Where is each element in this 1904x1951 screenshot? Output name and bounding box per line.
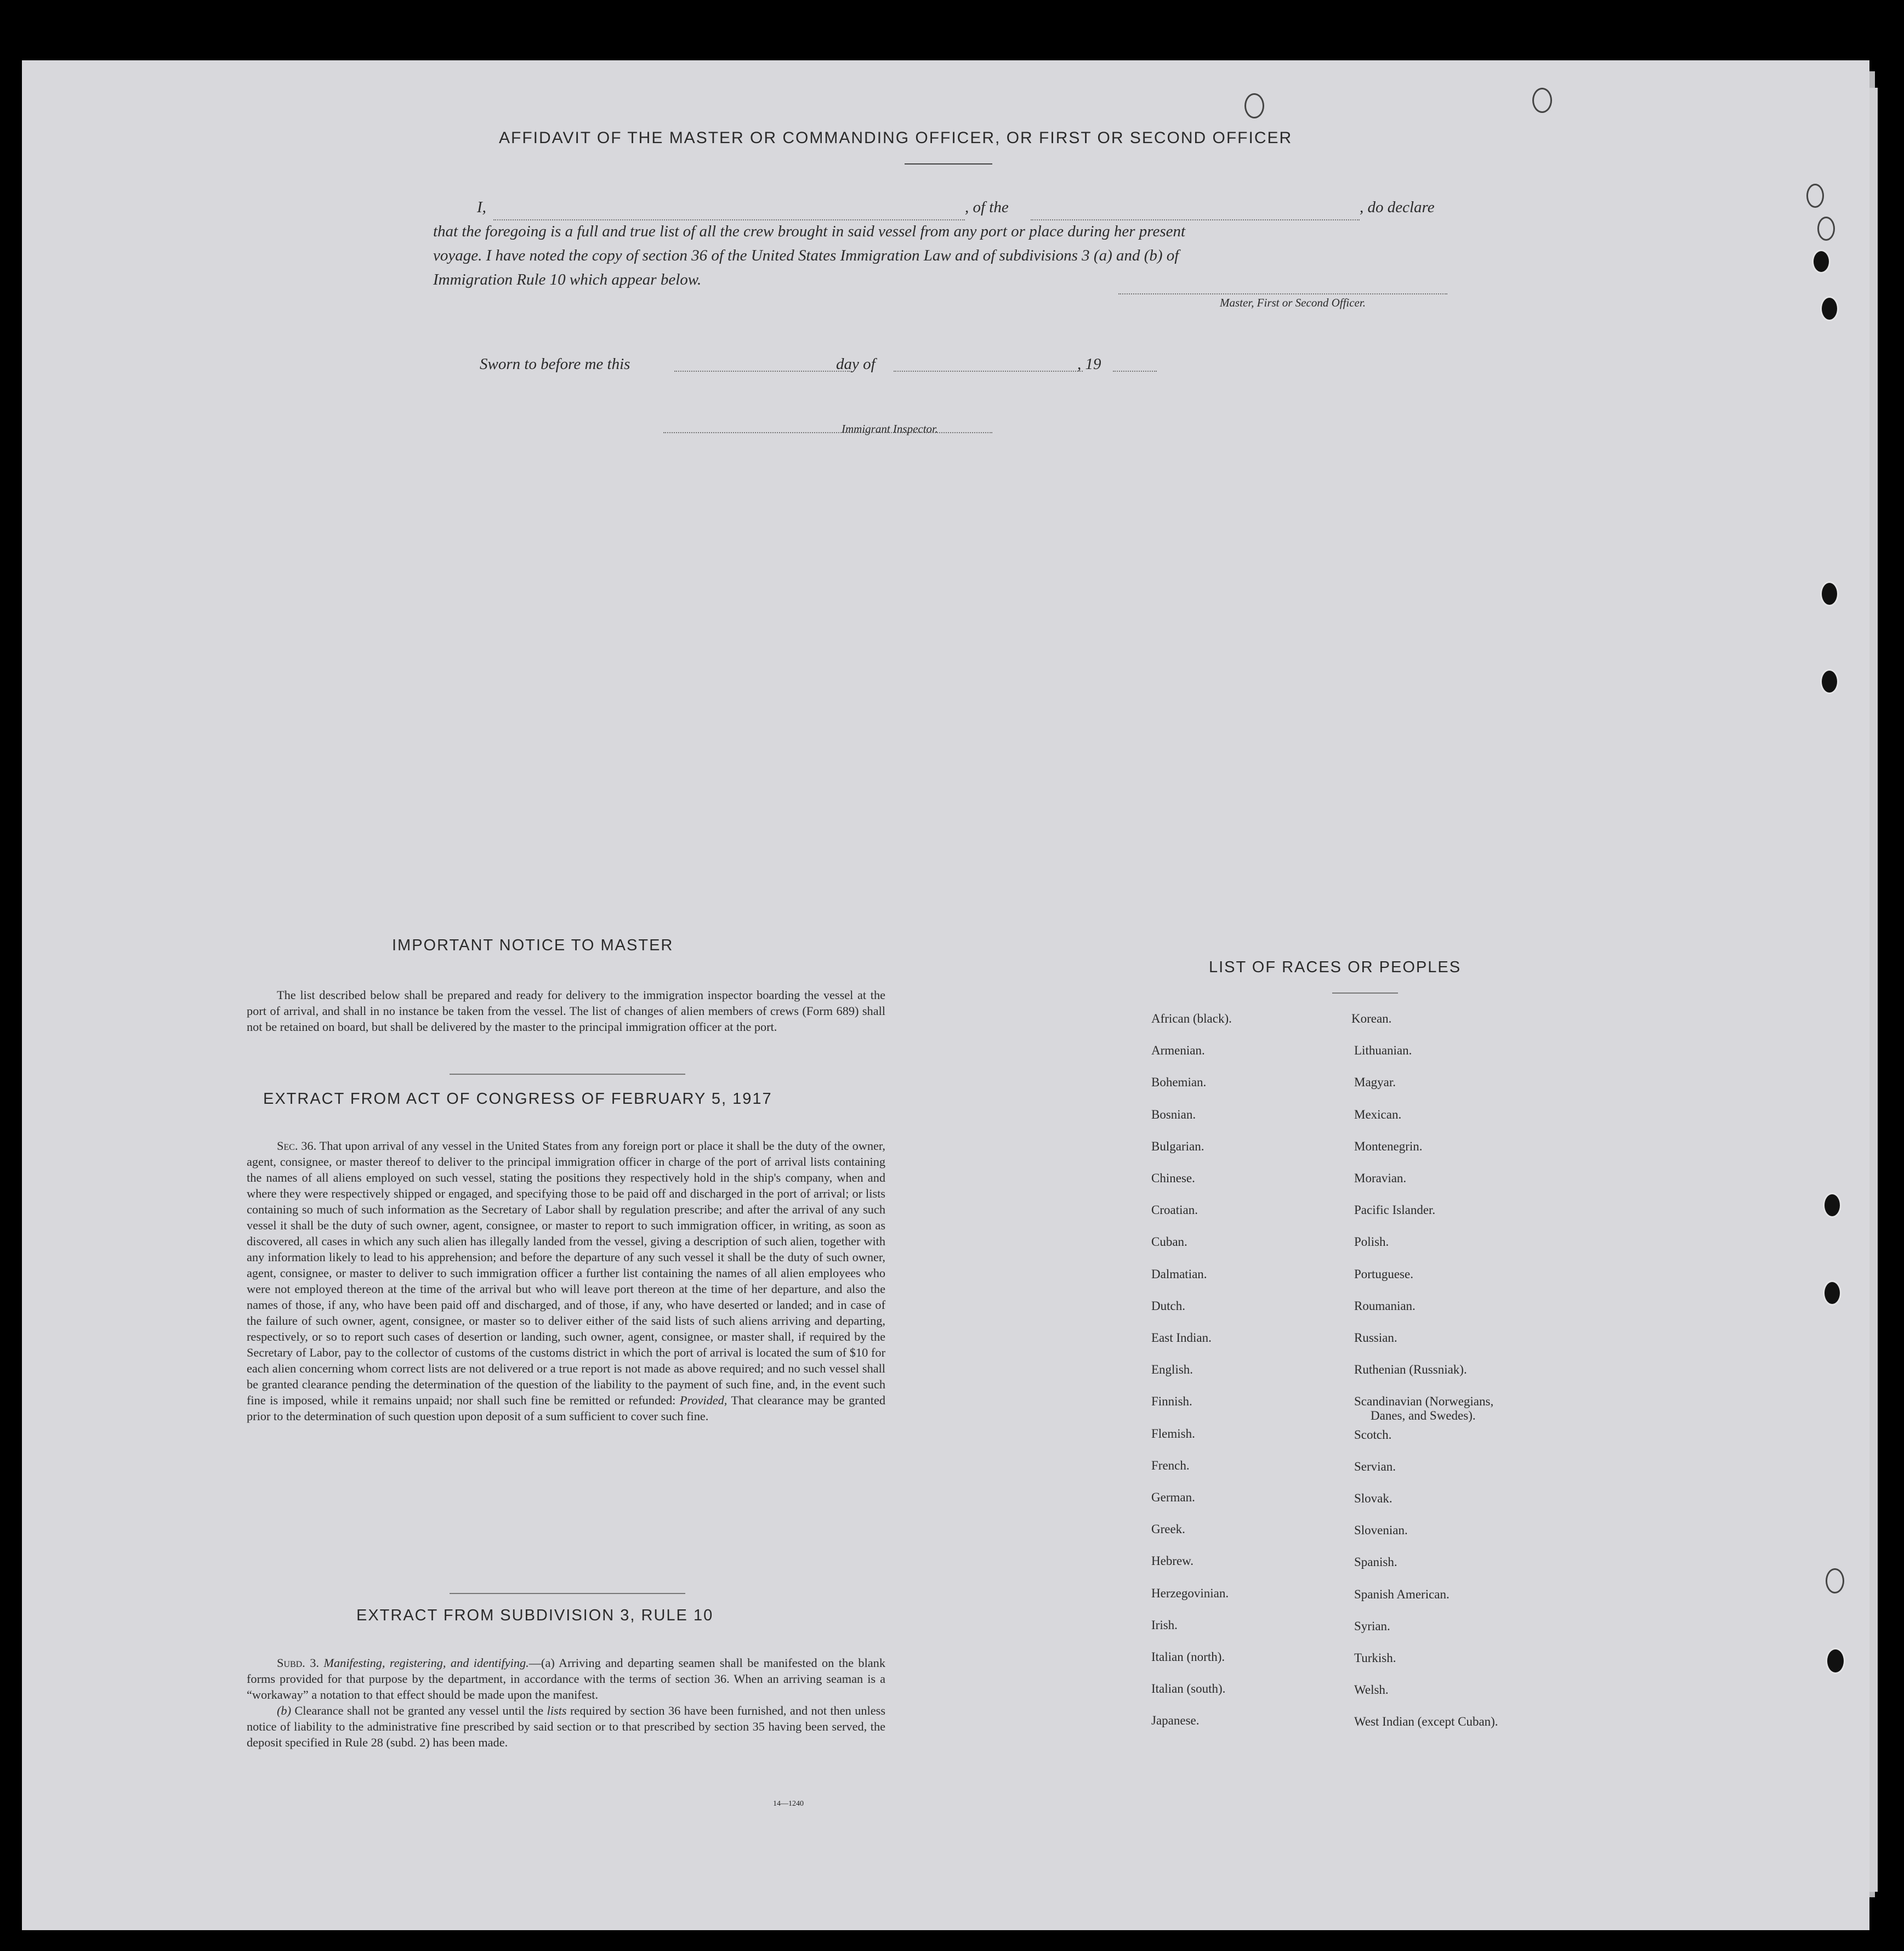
subd-a-label: —(a)	[528, 1656, 555, 1670]
subd-b-text-2: required by section 36 have been furnished, and not then unless notice of liability to the administrative fine prescribed by said section or to that prescribed by section 35 having been served, the deposit specified in Rule 28 (subd. 2) has been made.	[247, 1704, 885, 1749]
punch-hole	[1806, 184, 1824, 208]
race-item: Scandinavian (Norwegians,	[1354, 1394, 1494, 1409]
race-item: Bohemian.	[1151, 1075, 1207, 1090]
race-item: Dalmatian.	[1151, 1267, 1207, 1281]
sec-body-end: That clearance may be granted prior to the determination of such question upon deposit of a sum sufficient to cover such fine.	[247, 1393, 885, 1423]
punch-hole	[1820, 669, 1839, 694]
race-item: Syrian.	[1354, 1619, 1390, 1633]
race-item: Herzegovinian.	[1151, 1586, 1229, 1600]
affidavit-title: AFFIDAVIT OF THE MASTER OR COMMANDING OFFICER, OR FIRST OR SECOND OFFICER	[499, 129, 1293, 147]
race-item: Ruthenian (Russniak).	[1354, 1363, 1467, 1377]
sworn-label: Sworn to before me this	[480, 355, 630, 373]
punch-hole	[1823, 1193, 1842, 1218]
race-item: Slovenian.	[1354, 1523, 1408, 1538]
race-item: Hebrew.	[1151, 1554, 1194, 1568]
punch-hole	[1826, 1568, 1844, 1593]
race-item: Irish.	[1151, 1618, 1178, 1632]
race-item: Spanish.	[1354, 1555, 1397, 1569]
race-item: Spanish American.	[1354, 1587, 1450, 1601]
punch-hole	[1817, 217, 1835, 241]
inspector-caption: Immigrant Inspector.	[842, 422, 939, 435]
punch-hole	[1532, 88, 1552, 113]
punch-hole	[1812, 249, 1831, 274]
race-item: Bosnian.	[1151, 1107, 1196, 1121]
subd-title: Manifesting, registering, and identifying.	[323, 1656, 529, 1670]
race-item: Pacific Islander.	[1354, 1203, 1436, 1217]
race-item: Dutch.	[1151, 1298, 1185, 1313]
affidavit-of-the: , of the	[965, 198, 1009, 216]
punch-hole	[1244, 93, 1264, 118]
subd-a-text: Arriving and departing seamen shall be manifested on the blank forms provided for that purpose by the department, in accordance with the terms of section 36. When an arriving seaman is a “workaway” a notation to that effect should be made upon the manifest.	[247, 1656, 885, 1702]
race-item: Greek.	[1151, 1522, 1185, 1536]
affidavit-line-1: that the foregoing is a full and true list of all the crew brought in said vessel from any port or place during her present	[433, 223, 1186, 240]
affidavit-line-3: Immigration Rule 10 which appear below.	[433, 271, 702, 288]
race-item: Scotch.	[1354, 1427, 1392, 1442]
subd-b-label: (b)	[277, 1704, 291, 1717]
master-signature-blank[interactable]	[1118, 293, 1447, 294]
race-item: Roumanian.	[1354, 1298, 1416, 1313]
race-item: East Indian.	[1151, 1331, 1212, 1345]
form-number: 14—1240	[773, 1800, 804, 1808]
affidavit-line-2: voyage. I have noted the copy of section 36 of the United States Immigration Law and of subdivisions 3 (a) and (b) of	[433, 247, 1179, 264]
vessel-blank[interactable]	[1031, 219, 1360, 220]
race-item: Turkish.	[1354, 1651, 1396, 1665]
race-item: African (black).	[1151, 1012, 1232, 1025]
race-item: West Indian (except Cuban).	[1354, 1715, 1498, 1729]
inspector-signature-blank[interactable]	[663, 432, 992, 433]
provided-word: Provided,	[679, 1393, 728, 1407]
name-blank[interactable]	[493, 219, 965, 220]
sec-label: Sec. 36.	[277, 1139, 317, 1153]
sworn-year-blank[interactable]	[1113, 371, 1157, 372]
sworn-month-blank[interactable]	[894, 371, 1083, 372]
punch-hole	[1823, 1280, 1842, 1306]
race-item: Servian.	[1354, 1459, 1396, 1473]
race-item: Italian (north).	[1151, 1650, 1225, 1664]
race-item: Russian.	[1354, 1331, 1397, 1345]
notice-title: IMPORTANT NOTICE TO MASTER	[392, 937, 674, 954]
race-item: Montenegrin.	[1354, 1139, 1423, 1153]
punch-hole	[1820, 296, 1839, 321]
divider	[1332, 992, 1398, 994]
affidavit-i-label: I,	[477, 198, 486, 216]
divider	[450, 1593, 685, 1594]
race-item: Portuguese.	[1354, 1267, 1413, 1281]
subd-b-lists: lists	[547, 1704, 567, 1717]
race-item: Mexican.	[1354, 1107, 1402, 1121]
race-item: Polish.	[1354, 1235, 1389, 1249]
day-of-label: day of	[836, 355, 876, 373]
race-item-continuation: Danes, and Swedes).	[1371, 1409, 1476, 1423]
race-item: Italian (south).	[1151, 1682, 1226, 1696]
act-extract-title: EXTRACT FROM ACT OF CONGRESS OF FEBRUARY 5, 1917	[263, 1090, 772, 1108]
race-item: English.	[1151, 1363, 1193, 1377]
race-item: Armenian.	[1151, 1043, 1205, 1058]
races-title: LIST OF RACES OR PEOPLES	[1209, 959, 1462, 976]
race-item: Welsh.	[1354, 1683, 1389, 1697]
divider	[905, 163, 992, 165]
rule-extract-text	[247, 1655, 885, 1750]
race-item: German.	[1151, 1490, 1195, 1504]
race-item: Japanese.	[1151, 1714, 1200, 1728]
race-item: Moravian.	[1354, 1171, 1407, 1185]
race-item: Korean.	[1351, 1012, 1392, 1025]
race-item: Cuban.	[1151, 1235, 1187, 1249]
document-page	[22, 60, 1869, 1930]
master-caption: Master, First or Second Officer.	[1220, 296, 1366, 309]
divider	[450, 1074, 685, 1075]
subd-label: Subd. 3.	[277, 1656, 319, 1670]
race-item: Slovak.	[1354, 1491, 1393, 1505]
sworn-day-blank[interactable]	[674, 371, 850, 372]
notice-text: The list described below shall be prepared and ready for delivery to the immigration inspector boarding the vessel at the port of arrival, and shall in no instance be taken from the vessel. The list of changes of alien members of crews (Form 689) shall not be retained on board, but shall be delivered by the master to the principal immigration officer at the port.	[247, 988, 885, 1034]
race-item: French.	[1151, 1458, 1190, 1472]
act-extract-text	[247, 1138, 885, 1424]
race-item: Croatian.	[1151, 1203, 1198, 1217]
affidavit-do-declare: , do declare	[1360, 198, 1435, 216]
race-item: Lithuanian.	[1354, 1043, 1412, 1058]
race-item: Bulgarian.	[1151, 1139, 1204, 1153]
subd-b-text-1: Clearance shall not be granted any vessel until the	[294, 1704, 544, 1717]
rule-extract-title: EXTRACT FROM SUBDIVISION 3, RULE 10	[356, 1607, 714, 1624]
race-item: Chinese.	[1151, 1171, 1195, 1185]
race-item: Flemish.	[1151, 1426, 1195, 1440]
race-item: Finnish.	[1151, 1394, 1192, 1409]
sec-body: That upon arrival of any vessel in the United States from any foreign port or place it shall be the duty of the owner, agent, consignee, or master thereof to deliver to the principal immigration officer in charge of the port of arrival lists containing the names of all aliens employed on such vessel, stating the positions they respectively hold in the ship's company, when and where they were respectively shipped or engaged, and specifying those to be paid off and discharged in the port of arrival; or lists containing so much of such information as the Secretary of Labor shall by regulation prescribe; and after the arrival of any such vessel it shall be the duty of such owner, agent, consignee, or master to report to such immigration officer, in writing, as soon as discovered, all cases in which any such alien has illegally landed from the vessel, giving a description of such alien, together with any information likely to lead to his apprehension; and before the departure of any such vessel it shall be the duty of such owner, agent, consignee, or master to deliver to such immigration officer a further list containing the names of all alien employees who were not employed thereon at the time of the arrival but who will leave port thereon at the time of her departure, and also the names of those, if any, who have been paid off and discharged, and of those, if any, who have deserted or landed; and in case of the failure of such owner, agent, consignee, or master so to deliver either of the said lists of such aliens arriving and departing, respectively, or so to report such cases of desertion or landing, such owner, agent, consignee, or master shall, if required by the Secretary of Labor, pay to the collector of customs of the customs district in which the port of arrival is located the sum of $10 for each alien concerning whom correct lists are not delivered or a true report is not made as above required; and no such vessel shall be granted clearance pending the determination of the question of the liability to the payment of such fine, and, in the event such fine is imposed, while it remains unpaid; nor shall such fine be remitted or refunded:	[247, 1139, 885, 1407]
year-prefix: , 19	[1077, 355, 1101, 373]
punch-hole	[1826, 1648, 1845, 1674]
race-item: Magyar.	[1354, 1075, 1396, 1090]
punch-hole	[1820, 581, 1839, 606]
